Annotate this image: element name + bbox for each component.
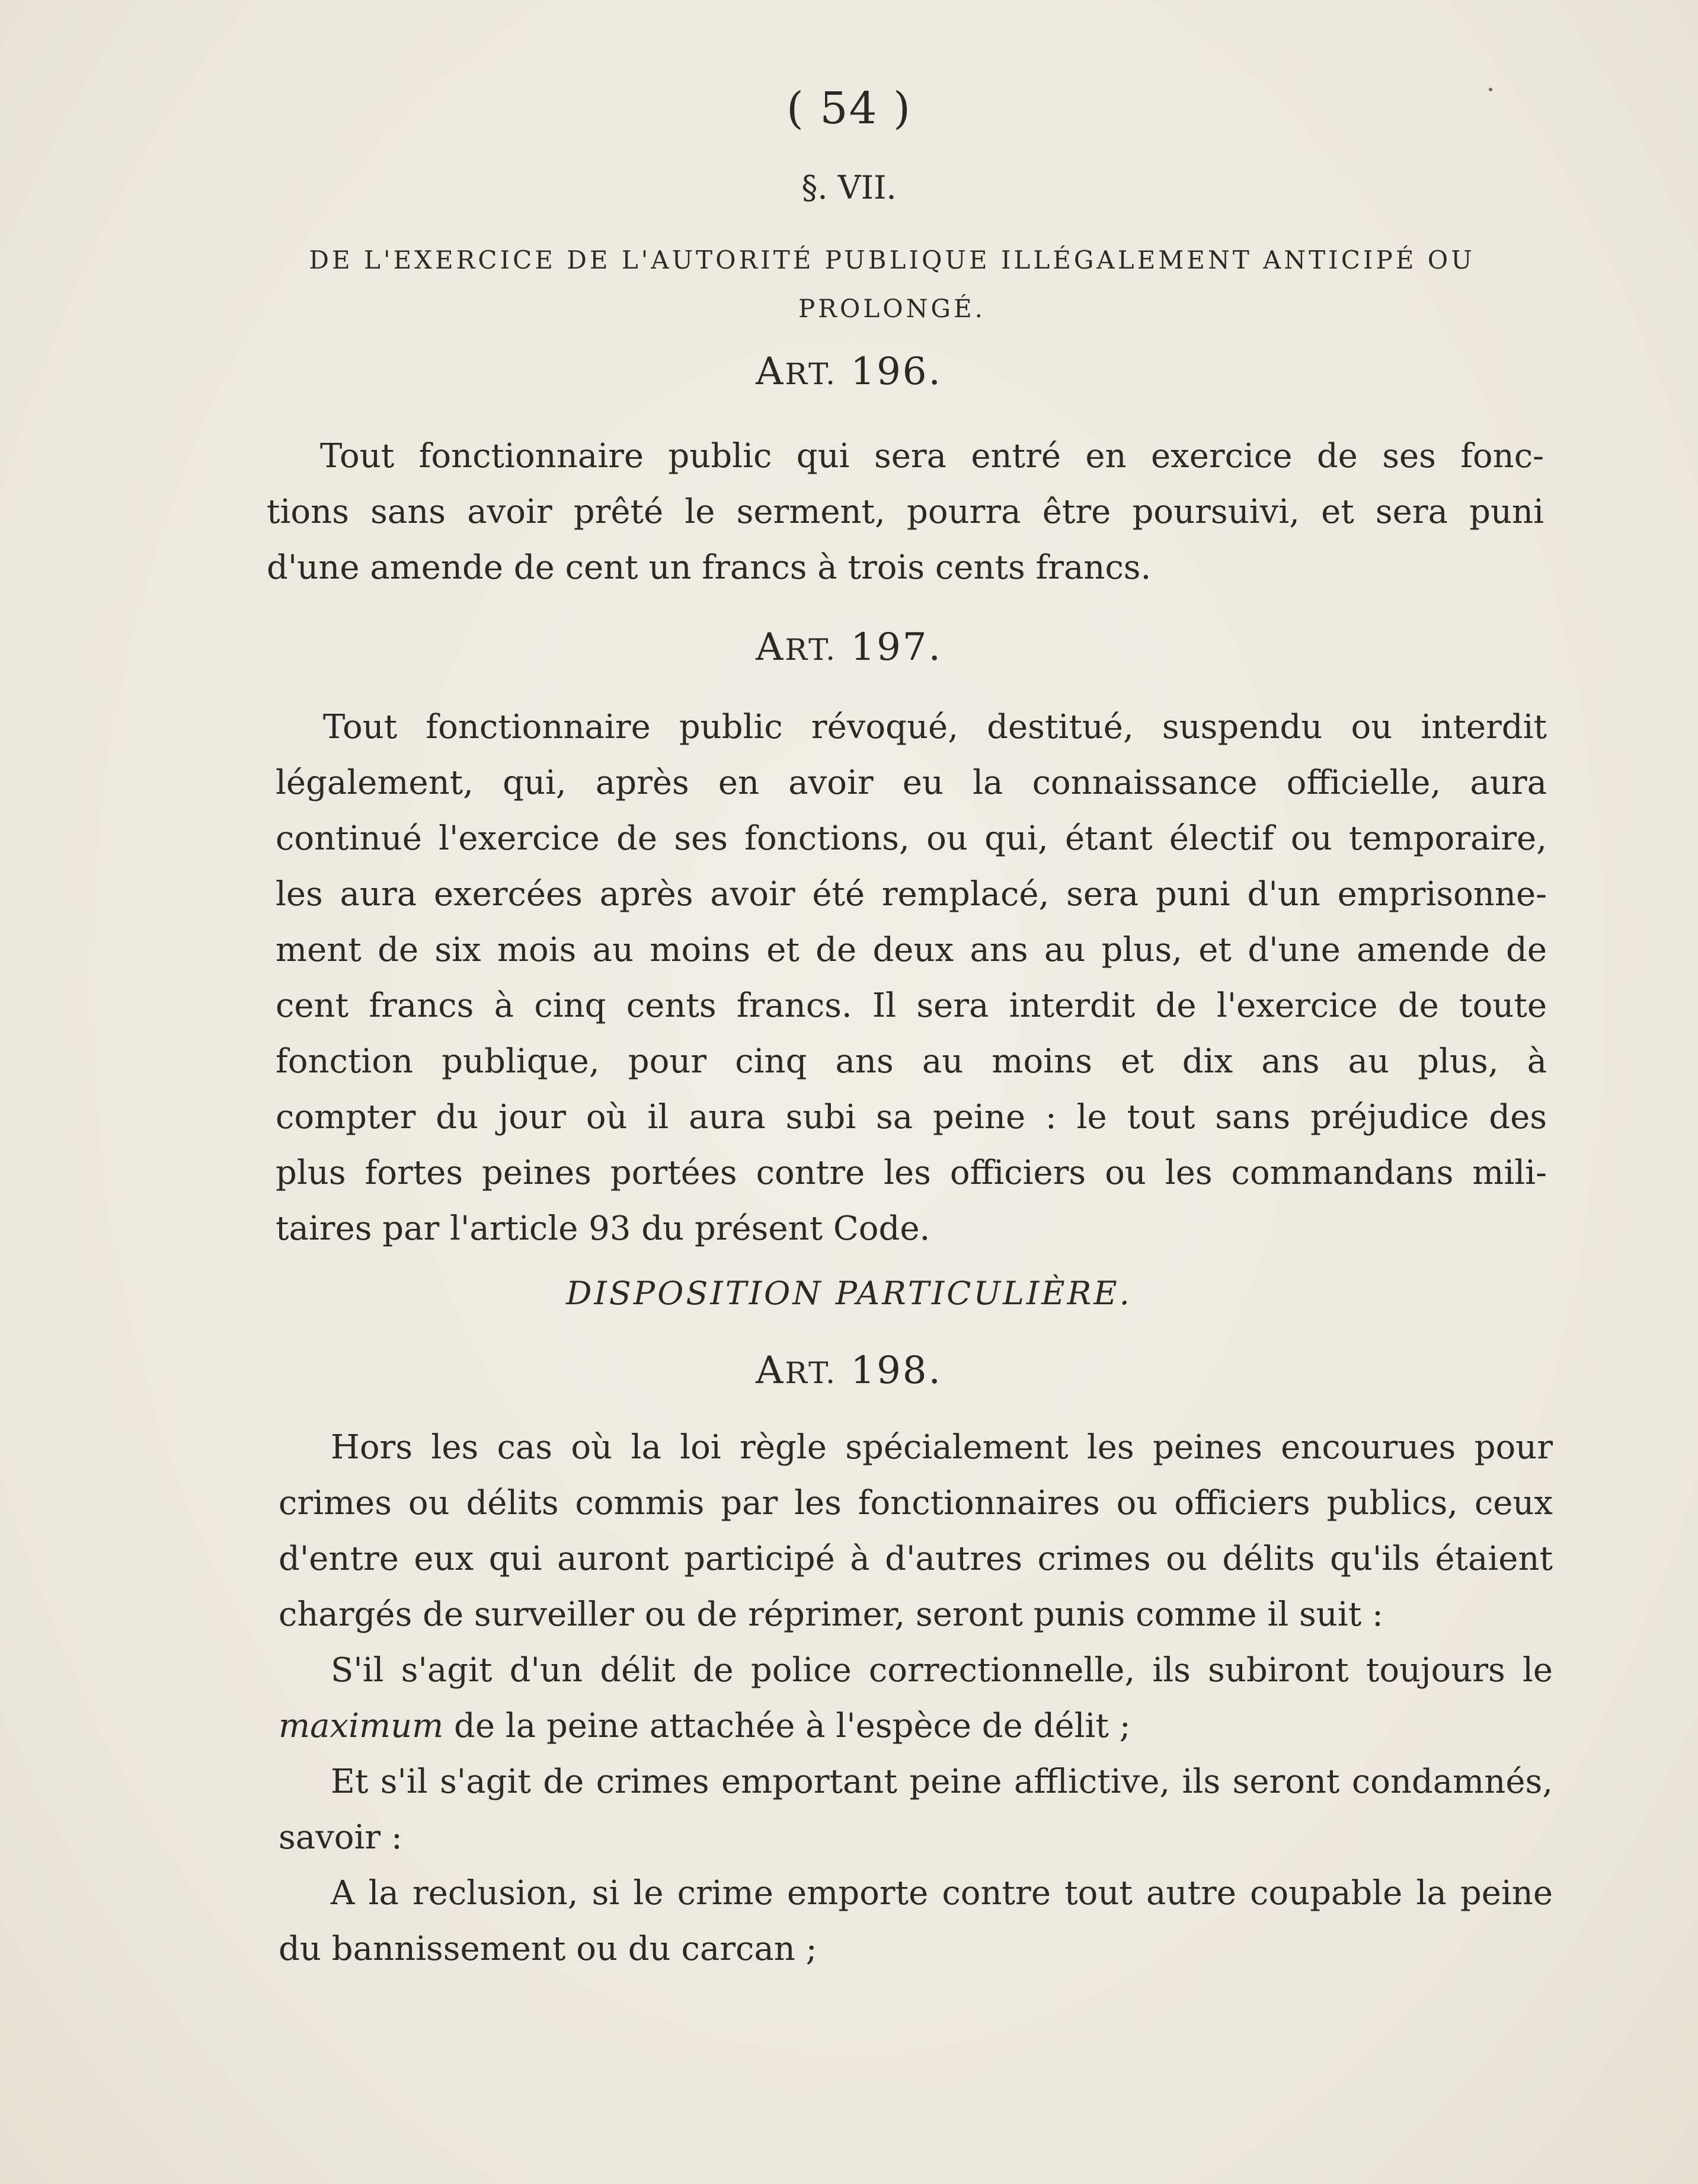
article-196-text [267,429,1544,596]
heading-initial: A [756,350,785,394]
text-line: continué l'exercice de ses fonctions, ou qui, étant électif ou temporaire, [276,819,1547,858]
article-number: 196. [850,350,942,394]
text-line: plus fortes peines portées contre les officiers ou les commandans mili- [276,1154,1547,1192]
disposition-title: DISPOSITION PARTICULIÈRE. [566,1275,1132,1312]
article-197-heading [0,625,1698,669]
text-line: savoir : [279,1818,402,1857]
article-198-text [279,1420,1553,1977]
text-line: chargés de surveiller ou de réprimer, seront punis comme il suit : [279,1595,1383,1634]
text-line [279,1698,1553,1754]
page-number: ( 54 ) [786,83,912,134]
section-mark: §. VII. [801,169,897,206]
text-line: Et s'il s'agit de crimes emportant peine afflictive, ils seront condamnés, [331,1762,1553,1801]
text-line: S'il s'agit d'un délit de police correctionnelle, ils subiront toujours le [331,1651,1553,1690]
text-line: compter du jour où il aura subi sa peine : le tout sans préjudice des [276,1098,1547,1136]
paper-speck [1489,88,1492,91]
text-line: d'une amende de cent un francs à trois cents francs. [267,548,1152,587]
heading-smallcaps: RT. [785,357,837,391]
heading-initial: A [756,1349,785,1393]
article-196-heading [0,350,1698,394]
heading-initial: A [756,625,785,669]
text-line: Tout fonctionnaire public qui sera entré en exercice de ses fonc- [320,437,1544,475]
heading-smallcaps: RT. [785,633,837,667]
article-number: 198. [850,1349,942,1393]
section-title [261,236,1523,333]
text-line: légalement, qui, après en avoir eu la connaissance officielle, aura [276,764,1547,802]
text-line: d'entre eux qui auront participé à d'autres crimes ou délits qu'ils étaient [279,1540,1553,1578]
section-title-line-2: PROLONGÉ. [798,294,986,323]
text-line: les aura exercées après avoir été remplacé, sera puni d'un emprisonne- [276,875,1547,914]
italic-term: maximum [279,1707,444,1745]
text-line: Tout fonctionnaire public révoqué, destitué, suspendu ou interdit [323,708,1547,746]
article-197-text [276,700,1547,1257]
text-line: taires par l'article 93 du présent Code. [276,1209,930,1248]
text-line: du bannissement ou du carcan ; [279,1930,817,1968]
text-line: cent francs à cinq cents francs. Il sera interdit de l'exercice de toute [276,986,1547,1025]
text-line: ment de six mois au moins et de deux ans au plus, et d'une amende de [276,931,1547,969]
heading-smallcaps: RT. [785,1356,837,1390]
section-title-line-1: DE L'EXERCICE DE L'AUTORITÉ PUBLIQUE ILLÉGALEMENT ANTICIPÉ OU [309,245,1475,274]
text-line: crimes ou délits commis par les fonctionnaires ou officiers publics, ceux [279,1484,1553,1522]
article-number: 197. [850,625,942,669]
text-line: fonction publique, pour cinq ans au moins et dix ans au plus, à [276,1042,1547,1081]
text-fragment: de la peine attachée à l'espèce de délit ; [443,1707,1131,1745]
text-line: tions sans avoir prêté le serment, pourra être poursuivi, et sera puni [267,493,1544,531]
text-line: A la reclusion, si le crime emporte contre tout autre coupable la peine [331,1874,1553,1912]
article-198-heading [0,1349,1698,1393]
text-line: Hors les cas où la loi règle spécialement les peines encourues pour [331,1428,1553,1467]
